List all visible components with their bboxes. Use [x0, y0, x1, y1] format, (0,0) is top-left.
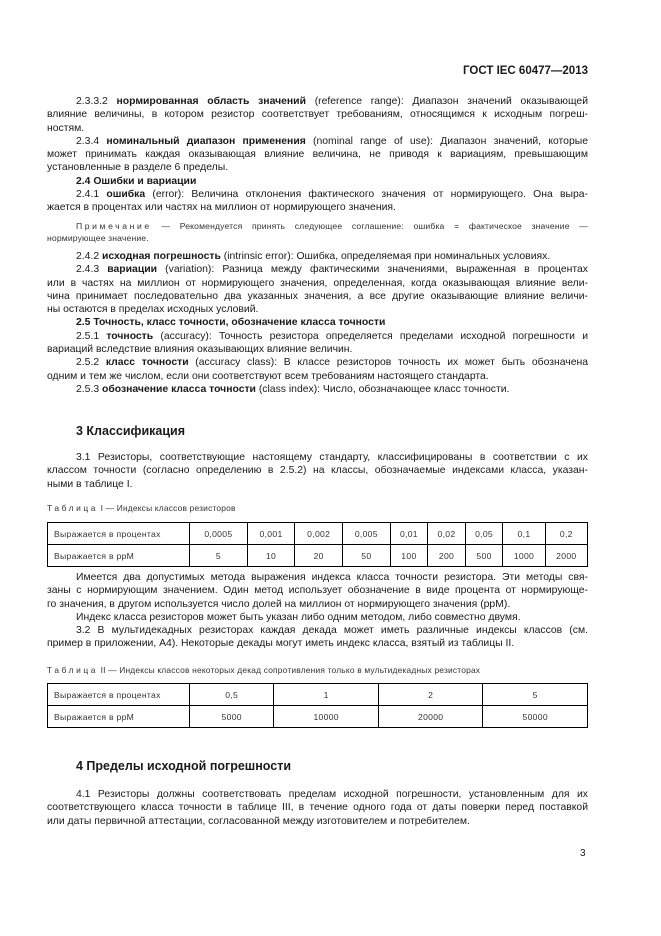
table-cell: 0,0005: [190, 523, 248, 545]
text-block-3-2: [47, 571, 588, 651]
paragraph-line: [47, 277, 588, 290]
text-block-definitions-2-3: [47, 95, 588, 215]
paragraph-line: [47, 624, 588, 637]
row-header-cell: Выражается в ppM: [48, 706, 190, 728]
paragraph-line: [47, 611, 588, 624]
text-run: 2.3.3.2: [76, 96, 117, 107]
text-run: соответствующего класса точности в таблице III, в течение одного года от даты поверки перед поставкой: [47, 802, 588, 814]
text-run: (intrinsic error): Ошибка, определяемая при номинальных условиях.: [220, 251, 551, 262]
table-cell: 10000: [274, 706, 379, 728]
note: [47, 220, 588, 244]
text-run: (variation): Разница между фактическими значениями, выраженная в процентах: [157, 264, 588, 276]
term-bold: номинальный диапазон применения: [106, 135, 306, 147]
term-bold: класс точности: [105, 357, 189, 369]
text-run: ны остаются в пределах исходных условий.: [47, 304, 259, 316]
text-run: (accuracy class): В классе резисторов точность их может быть обозначена: [188, 357, 588, 369]
text-run: 3.2 В мультидекадных резисторах каждая декада может иметь различные индексы классов (см.: [76, 625, 588, 637]
table-row: [48, 706, 588, 728]
paragraph-line: [47, 122, 588, 135]
table-cell: 50000: [483, 706, 588, 728]
term-bold: 2.5 Точность, класс точности, обозначение класса точности: [76, 317, 386, 329]
paragraph-line: [47, 263, 588, 276]
table-cell: 200: [428, 545, 466, 567]
paragraph-line: [47, 451, 588, 464]
table-1-class-indices: [47, 522, 588, 567]
text-run: чина принимает последовательно два указанных значения, а все другие оказывающие влияние величи-: [47, 290, 588, 302]
table-cell: 500: [465, 545, 503, 567]
text-run: 2.4.3: [76, 264, 108, 276]
term-bold: исходная погрешность: [102, 251, 221, 262]
text-run: 2.5.2: [76, 357, 106, 369]
text-run: (error): Величина отклонения фактического значения от нормирующего. Она выра-: [145, 189, 588, 201]
document-code-header: ГОСТ IEC 60477—2013: [463, 65, 588, 77]
term-bold: 2.4 Ошибки и вариации: [76, 175, 197, 187]
text-run: (nominal range of use): Диапазон значений, которые: [305, 135, 588, 147]
text-block-3-1: [47, 451, 588, 491]
paragraph-line: [47, 815, 588, 828]
paragraph-line: [47, 598, 588, 611]
table-1-caption-text: I — Индексы классов резисторов: [98, 503, 236, 513]
note-text: нормирующее значение.: [47, 233, 149, 243]
text-run: (class index): Число, обозначающее класс точности.: [255, 383, 510, 395]
paragraph-line: [47, 330, 588, 343]
paragraph-line: [47, 584, 588, 597]
term-bold: вариации: [107, 264, 157, 276]
table-cell: 0,001: [247, 523, 295, 545]
paragraph-line: [47, 356, 588, 369]
text-run: (accuracy): Точность резистора определяется пределами исходной погрешности и: [153, 330, 588, 342]
table-row: [48, 523, 588, 545]
term-bold: точность: [106, 330, 154, 342]
text-run: влияние величины, в котором резистор соответствует требованиям, относящимся к исходным погреш-: [47, 109, 588, 121]
text-run: может принимать каждая оказывающая влияние величина, не приводя к вариациям, превышающим: [47, 149, 588, 161]
paragraph-line: [47, 464, 588, 477]
paragraph-line: [47, 383, 588, 396]
table-1-caption-label: Таблица: [47, 503, 99, 513]
table-cell: 5: [190, 545, 248, 567]
paragraph-line: [47, 370, 588, 383]
paragraph-line: [47, 250, 588, 263]
text-run: ностям.: [47, 122, 85, 134]
text-run: пример в приложении, А4). Некоторые декады могут иметь индекс класса, взятый из таблицы II.: [47, 638, 515, 650]
paragraph-line: [47, 108, 588, 121]
table-cell: 1: [274, 684, 379, 706]
text-run: установленные в разделе 6 пределы.: [47, 162, 229, 174]
text-run: 2.4.2: [76, 251, 102, 262]
table-2-caption-label: Таблица: [47, 665, 99, 675]
text-run: классом точности (согласно определению в 2.5.2) на классы, обозначаемые индексами класса, указан-: [47, 465, 588, 477]
table-2-caption-text: II — Индексы классов некоторых декад сопротивления только в мультидекадных резисторах: [98, 665, 481, 675]
paragraph-line: [47, 188, 588, 201]
text-run: (reference range): Диапазон значений оказывающей: [305, 96, 588, 107]
table-2-multidecade-indices: [47, 683, 588, 728]
row-header-cell: Выражается в ppM: [48, 545, 190, 567]
text-run: заны с нормирующим значением. Один метод использует обозначение в виде процента от нормирующе-: [47, 585, 588, 597]
row-header-cell: Выражается в процентах: [48, 523, 190, 545]
paragraph-line: [47, 201, 588, 214]
table-cell: 50: [343, 545, 391, 567]
section-3-heading: 3 Классификация: [76, 424, 186, 438]
table-cell: 0,5: [190, 684, 274, 706]
note-text: — Рекомендуется принять следующее соглашение: ошибка = фактическое значение —: [151, 221, 588, 231]
table-cell: 20: [295, 545, 343, 567]
text-run: или в частях на миллион от нормирующего значения, определенная, когда оказывающая влияние вели-: [47, 277, 588, 289]
table-cell: 0,05: [465, 523, 503, 545]
table-cell: 2: [378, 684, 483, 706]
text-run: вариаций вследствие влияния оказывающих влияние величин.: [47, 344, 353, 356]
paragraph-line: [47, 303, 588, 316]
table-1-caption: [47, 503, 236, 513]
table-cell: 0,002: [295, 523, 343, 545]
text-run: 2.4.1: [76, 189, 107, 201]
text-run: 4.1 Резисторы должны соответствовать пределам исходной погрешности, установленным для их: [76, 789, 588, 800]
term-bold: нормированная область значений: [116, 96, 306, 107]
text-run: одним и тем же числом, если они соответствуют всем требованиям настоящего стандарта.: [47, 370, 489, 382]
table-cell: 1000: [503, 545, 545, 567]
table-cell: 0,005: [343, 523, 391, 545]
paragraph-line: [47, 161, 588, 174]
subsection-heading: [47, 316, 588, 329]
text-run: Имеется два допустимых метода выражения индекса класса точности резистора. Эти методы свя-: [76, 572, 588, 583]
paragraph-line: [47, 135, 588, 148]
term-bold: ошибка: [106, 189, 146, 201]
text-block-definitions-2-4-2-5: [47, 250, 588, 396]
text-run: Индекс класса резисторов может быть указан либо одним методом, либо совместно двумя.: [76, 611, 521, 623]
term-bold: обозначение класса точности: [102, 383, 256, 395]
paragraph-line: [47, 95, 588, 108]
table-cell: 5000: [190, 706, 274, 728]
text-block-4-1: [47, 788, 588, 828]
text-run: 3.1 Резисторы, соответствующие настоящему стандарту, классифицированы в соответствии с их: [76, 452, 588, 463]
table-cell: 5: [483, 684, 588, 706]
text-run: 2.5.3: [76, 383, 102, 395]
text-run: жается в процентах или частях на миллион от нормирующего значения.: [47, 202, 396, 214]
row-header-cell: Выражается в процентах: [48, 684, 190, 706]
text-run: ными в таблице I.: [47, 478, 133, 490]
paragraph-line: [47, 478, 588, 491]
paragraph-line: [47, 788, 588, 801]
table-2-caption: [47, 665, 480, 675]
table-cell: 20000: [378, 706, 483, 728]
table-cell: 0,02: [428, 523, 466, 545]
table-cell: 2000: [545, 545, 587, 567]
paragraph-line: [47, 290, 588, 303]
table-row: [48, 684, 588, 706]
paragraph-line: [47, 801, 588, 814]
table-cell: 10: [247, 545, 295, 567]
text-run: 2.3.4: [76, 135, 107, 147]
paragraph-line: [47, 343, 588, 356]
text-run: или даты первичной аттестации, согласованной между изготовителем и потребителем.: [47, 815, 470, 827]
page-number: 3: [580, 848, 586, 859]
paragraph-line: [47, 148, 588, 161]
paragraph-line: [47, 571, 588, 584]
table-cell: 100: [390, 545, 428, 567]
note-label: Примечание: [76, 221, 152, 231]
subsection-heading: [47, 175, 588, 188]
table-cell: 0,1: [503, 523, 545, 545]
text-run: го значения, в другом используется число долей на миллион от нормирующего значения (ppM).: [47, 598, 511, 610]
table-cell: 0,01: [390, 523, 428, 545]
section-4-heading: 4 Пределы исходной погрешности: [76, 759, 292, 773]
table-cell: 0,2: [545, 523, 587, 545]
table-row: [48, 545, 588, 567]
text-run: 2.5.1: [76, 330, 107, 342]
paragraph-line: [47, 637, 588, 650]
